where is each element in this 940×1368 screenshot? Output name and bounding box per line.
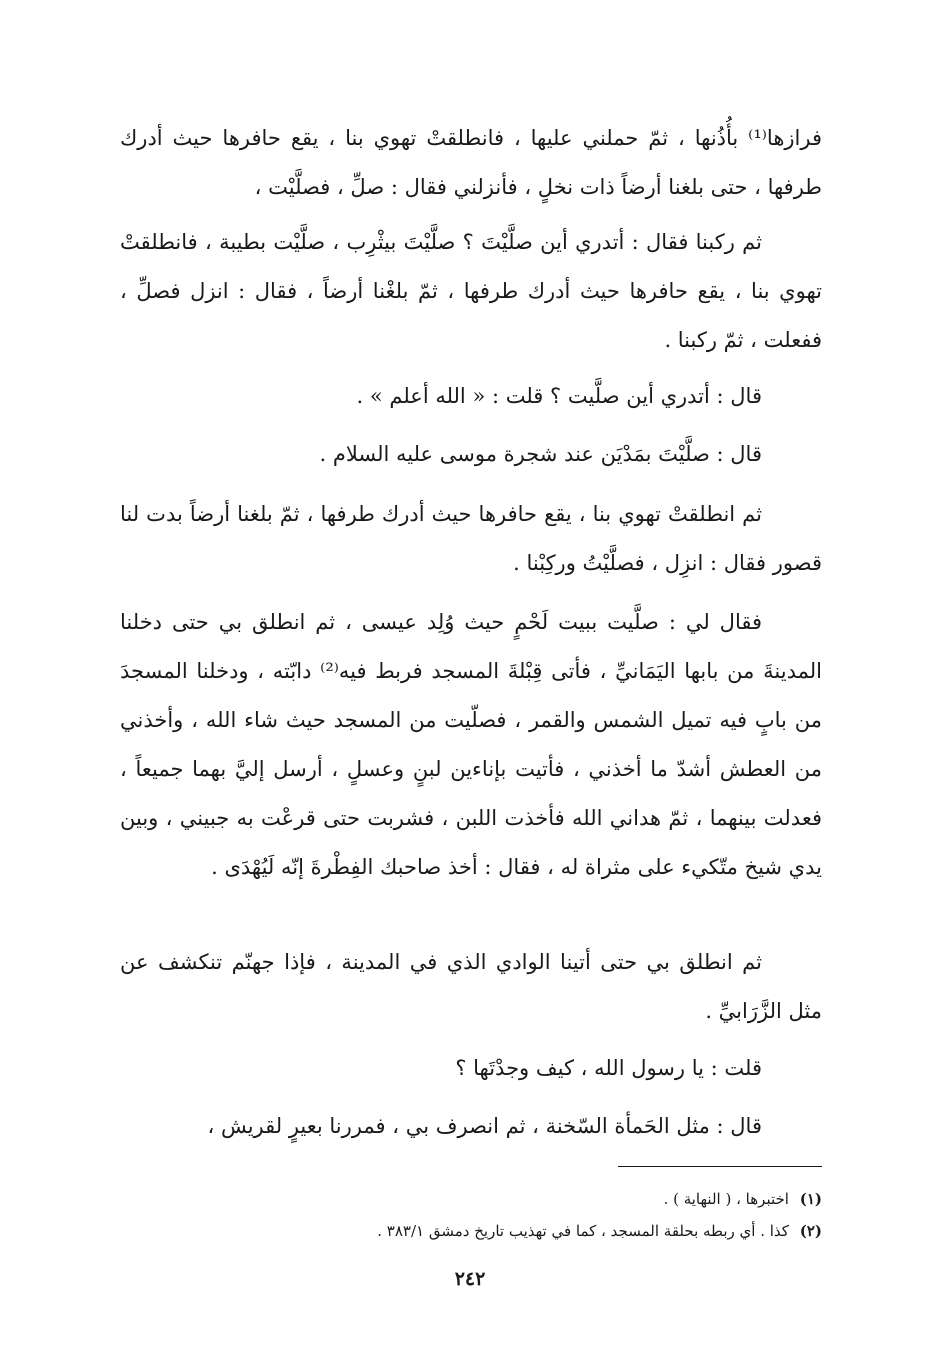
paragraph-1: فرازها⁽¹⁾ بأُذُنها ، ثمّ حملني عليها ، فانطلقتْ تهوي بنا ، يقع حافرها حيث أدرك طرفها ، حتى بلغنا أرضاً ذات نخلٍ ، فأنزلني فقال : صلِّ ، فصلَّيْت ، bbox=[120, 126, 822, 199]
footnote-separator bbox=[618, 1166, 822, 1167]
paragraph-5: ثم انطلقتْ تهوي بنا ، يقع حافرها حيث أدرك طرفها ، ثمّ بلغنا أرضاً بدت لنا قصور فقال : انزِل ، فصلَّيْتُ وركِبْنا . bbox=[120, 502, 822, 575]
footnote-number: (١) bbox=[799, 1190, 822, 1208]
paragraph-9: قال : مثل الحَمأة السّخنة ، ثم انصرف بي ، فمررنا بعيرٍ لقريش ، bbox=[207, 1114, 762, 1138]
footnote-1 bbox=[120, 1183, 822, 1215]
paragraph-8: قلت : يا رسول الله ، كيف وجدْتَها ؟ bbox=[455, 1056, 762, 1080]
paragraph-7: ثم انطلق بي حتى أتينا الوادي الذي في المدينة ، فإذا جهنّم تنكشف عن مثل الزَّرَابيِّ . bbox=[120, 950, 822, 1023]
page-number: ٢٤٢ bbox=[454, 1268, 486, 1290]
footnotes bbox=[120, 1183, 822, 1247]
footnote-2 bbox=[120, 1215, 822, 1247]
paragraph-6: فقال لي : صلَّيت ببيت لَحْمٍ حيث وُلِد عيسى ، ثم انطلق بي حتى دخلنا المدينةَ من بابها اليَمَانيِّ ، فأتى قِبْلةَ المسجد فربط فيه⁽²⁾ دابّته ، ودخلنا المسجدَ من بابٍ فيه تميل الشمس والقمر ، فصلّيت من المسجد حيث شاء الله ، وأخذني من العطش أشدّ ما أخذني ، فأتيت بإناءين لبنٍ وعسلٍ ، أرسل إليَّ بهما جميعاً ، فعدلت بينهما ، ثمّ هداني الله فأخذت اللبن ، فشربت حتى قرعْت به جبيني ، وبين يدي شيخ متّكيء على مثراة له ، فقال : أخذ صاحبك الفِطْرةَ إنّه لَيُهْدَى . bbox=[120, 610, 822, 879]
paragraph-4: قال : صلَّيْتَ بمَدْيَن عند شجرة موسى عليه السلام . bbox=[319, 442, 762, 466]
footnote-text: كذا . أي ربطه بحلقة المسجد ، كما في تهذيب تاريخ دمشق ٣٨٣/١ . bbox=[377, 1222, 789, 1240]
paragraph-3: قال : أتدري أين صلَّيت ؟ قلت : « الله أعلم » . bbox=[356, 384, 762, 408]
footnote-number: (٢) bbox=[799, 1222, 822, 1240]
footnote-text: اختبرها ، ( النهاية ) . bbox=[663, 1190, 789, 1208]
paragraph-2: ثم ركبنا فقال : أتدري أين صلَّيْتَ ؟ صلَّيْتَ بيثْرِب ، صلَّيْت بطيبة ، فانطلقتْ تهوي بنا ، يقع حافرها حيث أدرك طرفها ، ثمّ بلغْنا أرضاً ، فقال : انزل فصلِّ ، ففعلت ، ثمّ ركبنا . bbox=[120, 230, 822, 352]
